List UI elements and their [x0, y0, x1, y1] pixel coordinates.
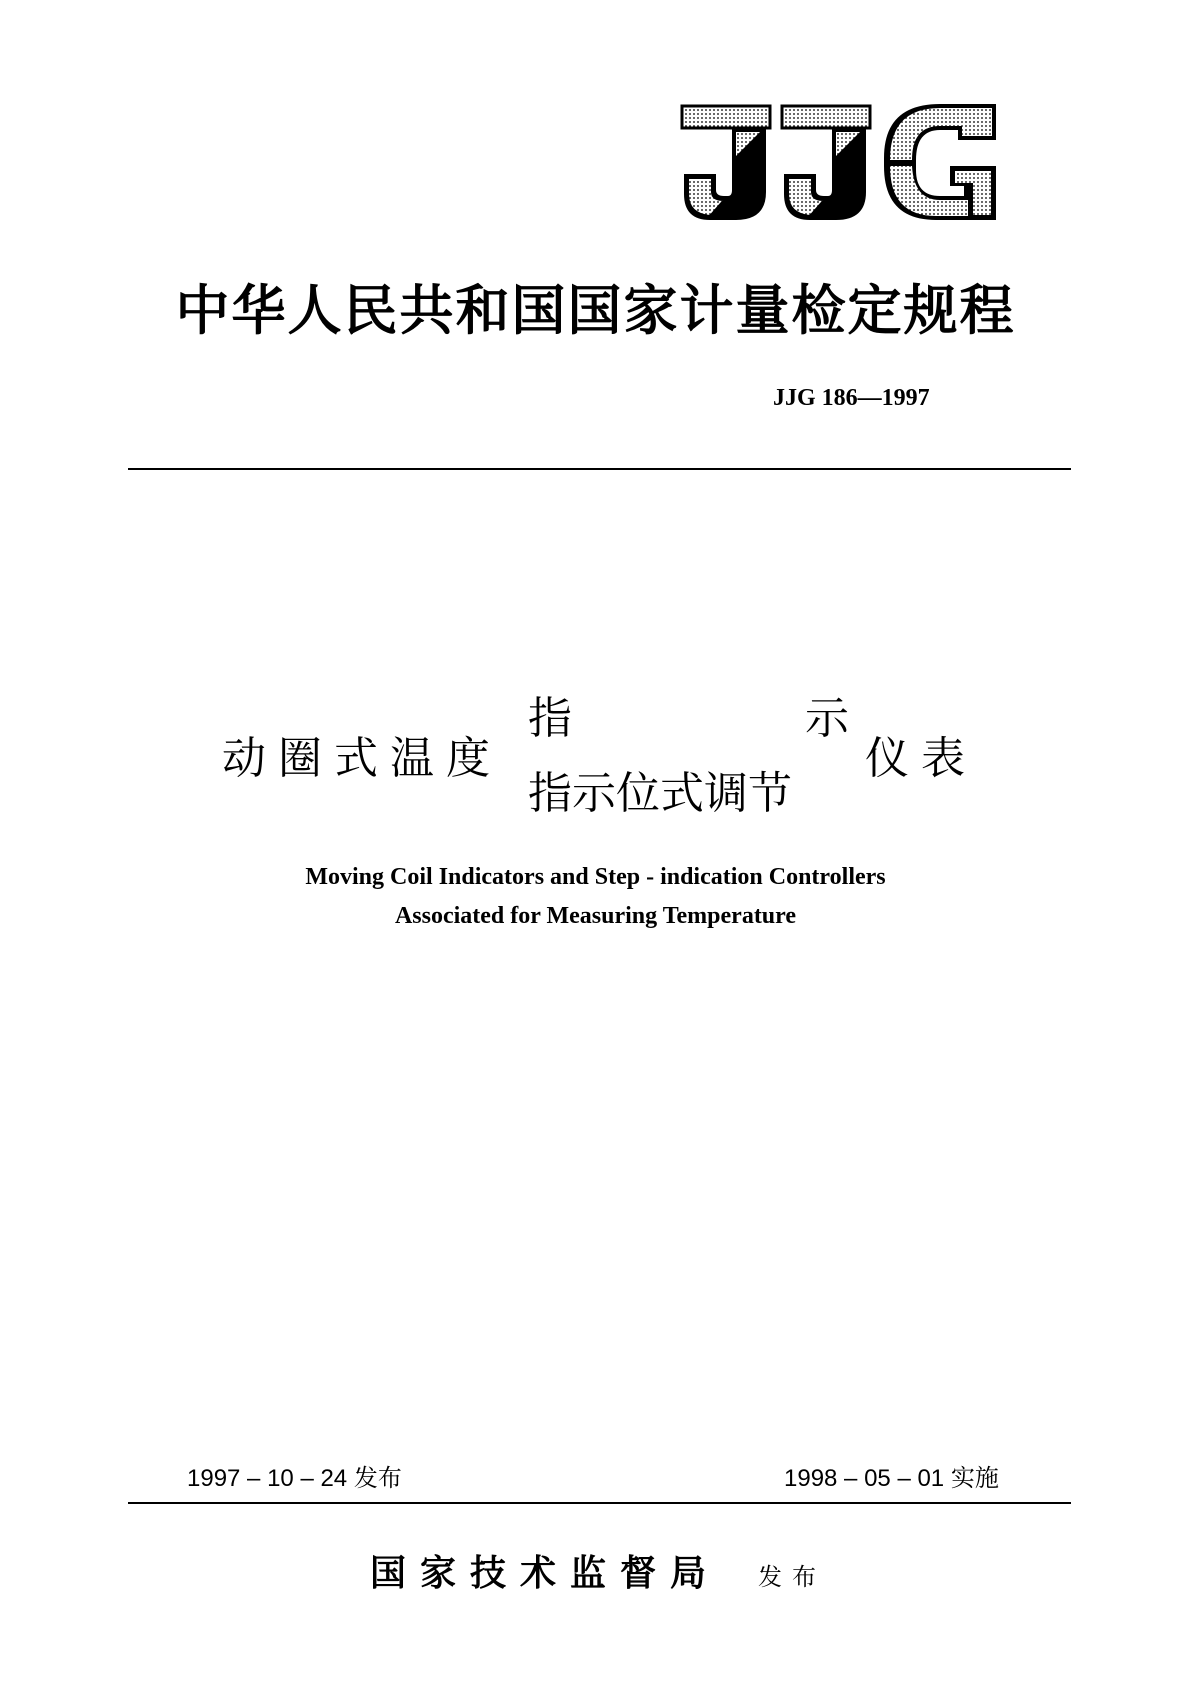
publisher-action: 发布: [758, 1563, 826, 1591]
document-code: JJG 186—1997: [773, 385, 930, 411]
bottom-divider: [128, 1502, 1071, 1504]
issue-date: 1997 – 10 – 24 发布: [187, 1465, 402, 1492]
cn-title-right: 仪表: [865, 733, 977, 784]
cn-title-left: 动圈式温度: [222, 733, 502, 784]
english-title-line-2: Associated for Measuring Temperature: [394, 903, 797, 929]
regulation-series-title: 中华人民共和国国家计量检定规程: [175, 278, 1016, 342]
logo-letter-g: [884, 104, 996, 220]
cn-title-upper-second: 示: [805, 693, 849, 744]
jjg-logo: [680, 100, 1000, 225]
logo-letter-j1: [682, 106, 770, 220]
implementation-date: 1998 – 05 – 01 实施: [784, 1465, 999, 1492]
logo-letter-j2: [782, 106, 870, 220]
english-title-line-1: Moving Coil Indicators and Step - indication Controllers: [305, 864, 886, 890]
cn-title-upper-first: 指: [528, 693, 572, 744]
cn-title-lower: 指示位式调节: [528, 768, 792, 819]
publisher-name: 国家技术监督局: [370, 1552, 721, 1594]
top-divider: [128, 468, 1071, 470]
